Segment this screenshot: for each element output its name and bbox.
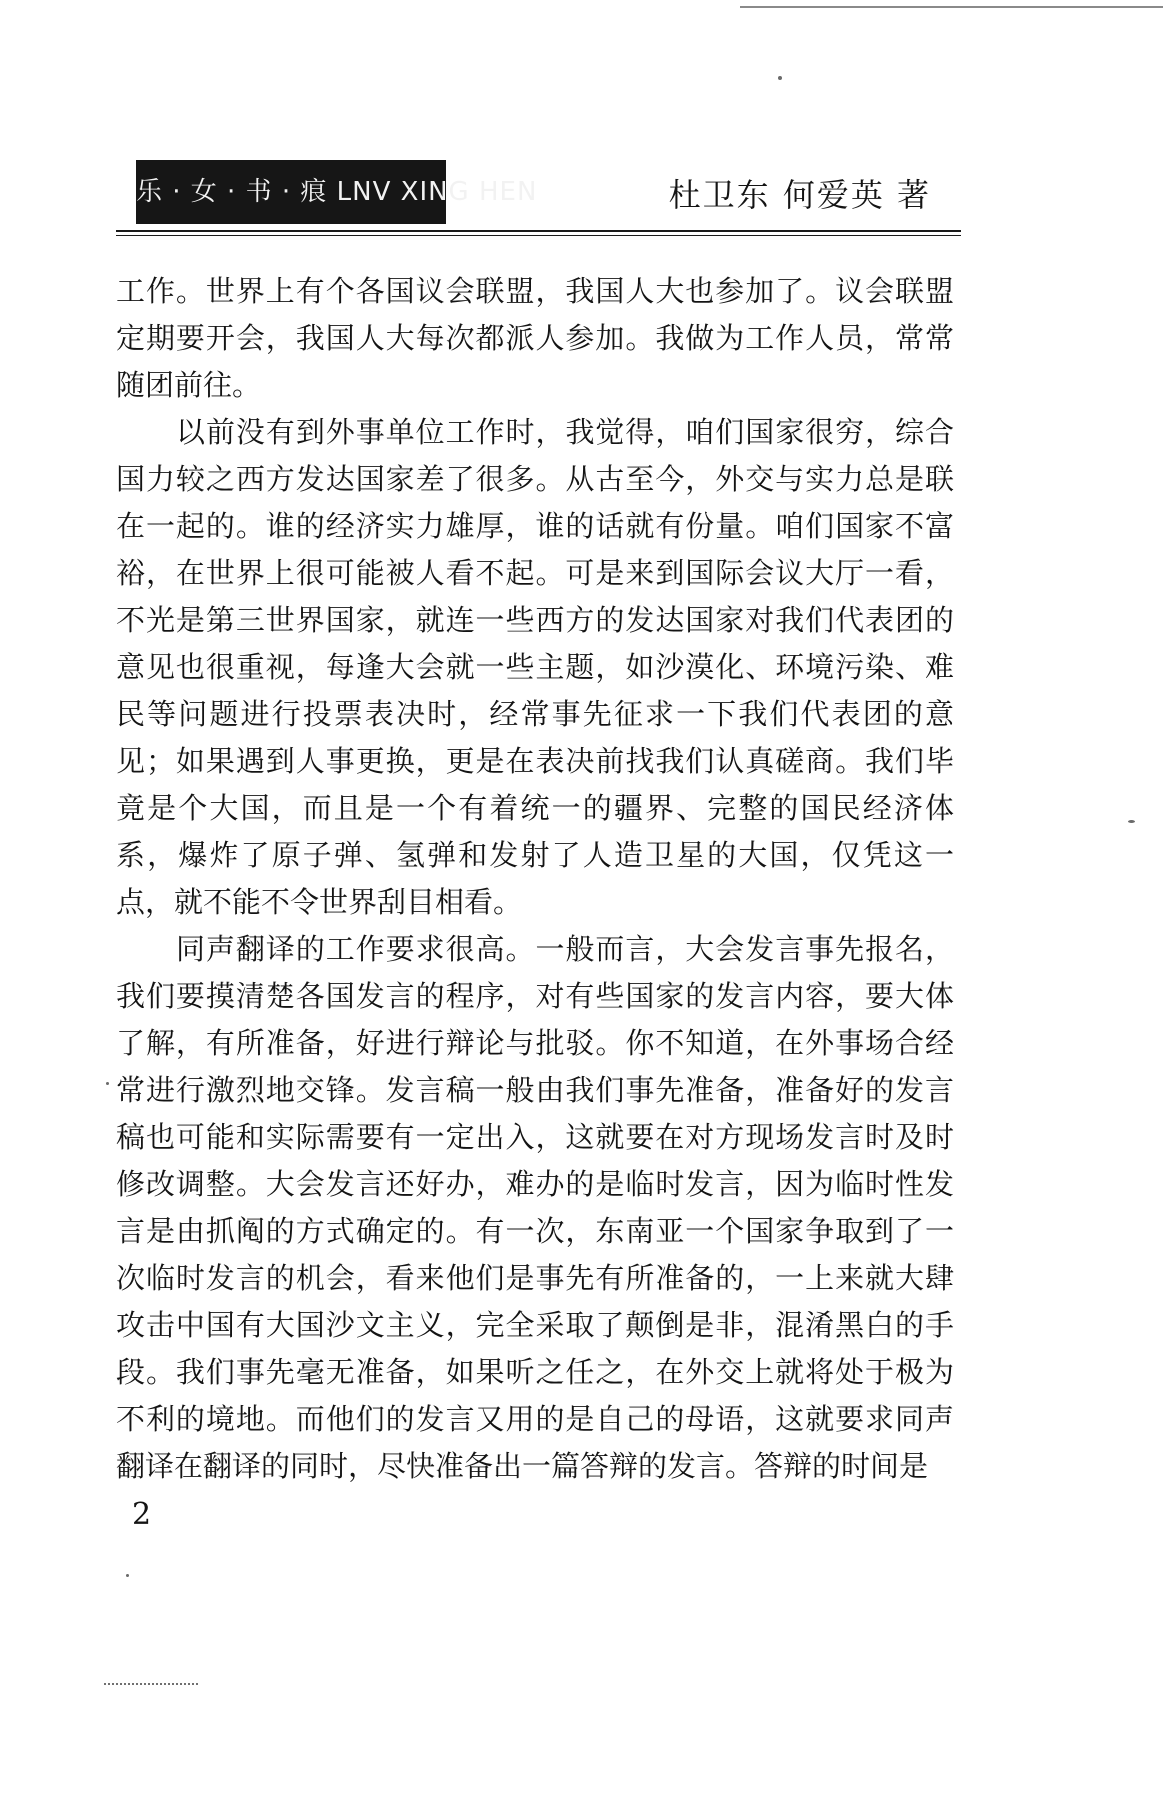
scan-speck bbox=[1128, 820, 1135, 823]
header-rule bbox=[116, 230, 961, 236]
page-number: 2 bbox=[132, 1497, 152, 1532]
paragraph-continued: 工作。世界上有个各国议会联盟，我国人大也参加了。议会联盟定期要开会，我国人大每次都派人参加。我做为工作人员，常常随团前往。 bbox=[116, 274, 954, 402]
scan-speck bbox=[778, 76, 782, 80]
paragraph: 同声翻译的工作要求很高。一般而言，大会发言事先报名，我们要摸清楚各国发言的程序，对有些国家的发言内容，要大体了解，有所准备，好进行辩论与批驳。你不知道，在外事场合经常进行激烈地交锋。发言稿一般由我们事先准备，准备好的发言稿也可能和实际需要有一定出入，这就要在对方现场发言时及时修改调整。大会发言还好办，难办的是临时发言，因为临时性发言是由抓阄的方式确定的。有一次，东南亚一个国家争取到了一次临时发言的机会，看来他们是事先有所准备的，一上来就大肆攻击中国有大国沙文主义，完全采取了颠倒是非，混淆黑白的手段。我们事先毫无准备，如果听之任之，在外交上就将处于极为不利的境地。而他们的发言又用的是自己的母语，这就要求同声翻译在翻译的同时，尽快准备出一篇答辩的发言。答辩的时间是 bbox=[116, 932, 954, 1483]
paragraph: 以前没有到外事单位工作时，我觉得，咱们国家很穷，综合国力较之西方发达国家差了很多。从古至今，外交与实力总是联在一起的。谁的经济实力雄厚，谁的话就有份量。咱们国家不富裕，在世界上很可能被人看不起。可是来到国际会议大厅一看，不光是第三世界国家，就连一些西方的发达国家对我们代表团的意见也很重视，每逢大会就一些主题，如沙漠化、环境污染、难民等问题进行投票表决时，经常事先征求一下我们代表团的意见；如果遇到人事更换，更是在表决前找我们认真磋商。我们毕竟是个大国，而且是一个有着统一的疆界、完整的国民经济体系，爆炸了原子弹、氢弹和发射了人造卫星的大国，仅凭这一点，就不能不令世界刮目相看。 bbox=[116, 415, 954, 919]
scan-edge-line bbox=[740, 6, 1163, 8]
author-line: 杜卫东 何爱英 著 bbox=[668, 176, 931, 214]
scan-speck bbox=[126, 1574, 129, 1577]
series-title-banner: 乐 · 女 · 书 · 痕 LNV XING HEN bbox=[136, 160, 446, 224]
scan-speck bbox=[106, 1082, 109, 1085]
page-body bbox=[116, 268, 954, 1490]
scan-speck-line bbox=[104, 1683, 198, 1685]
running-header bbox=[116, 160, 961, 226]
